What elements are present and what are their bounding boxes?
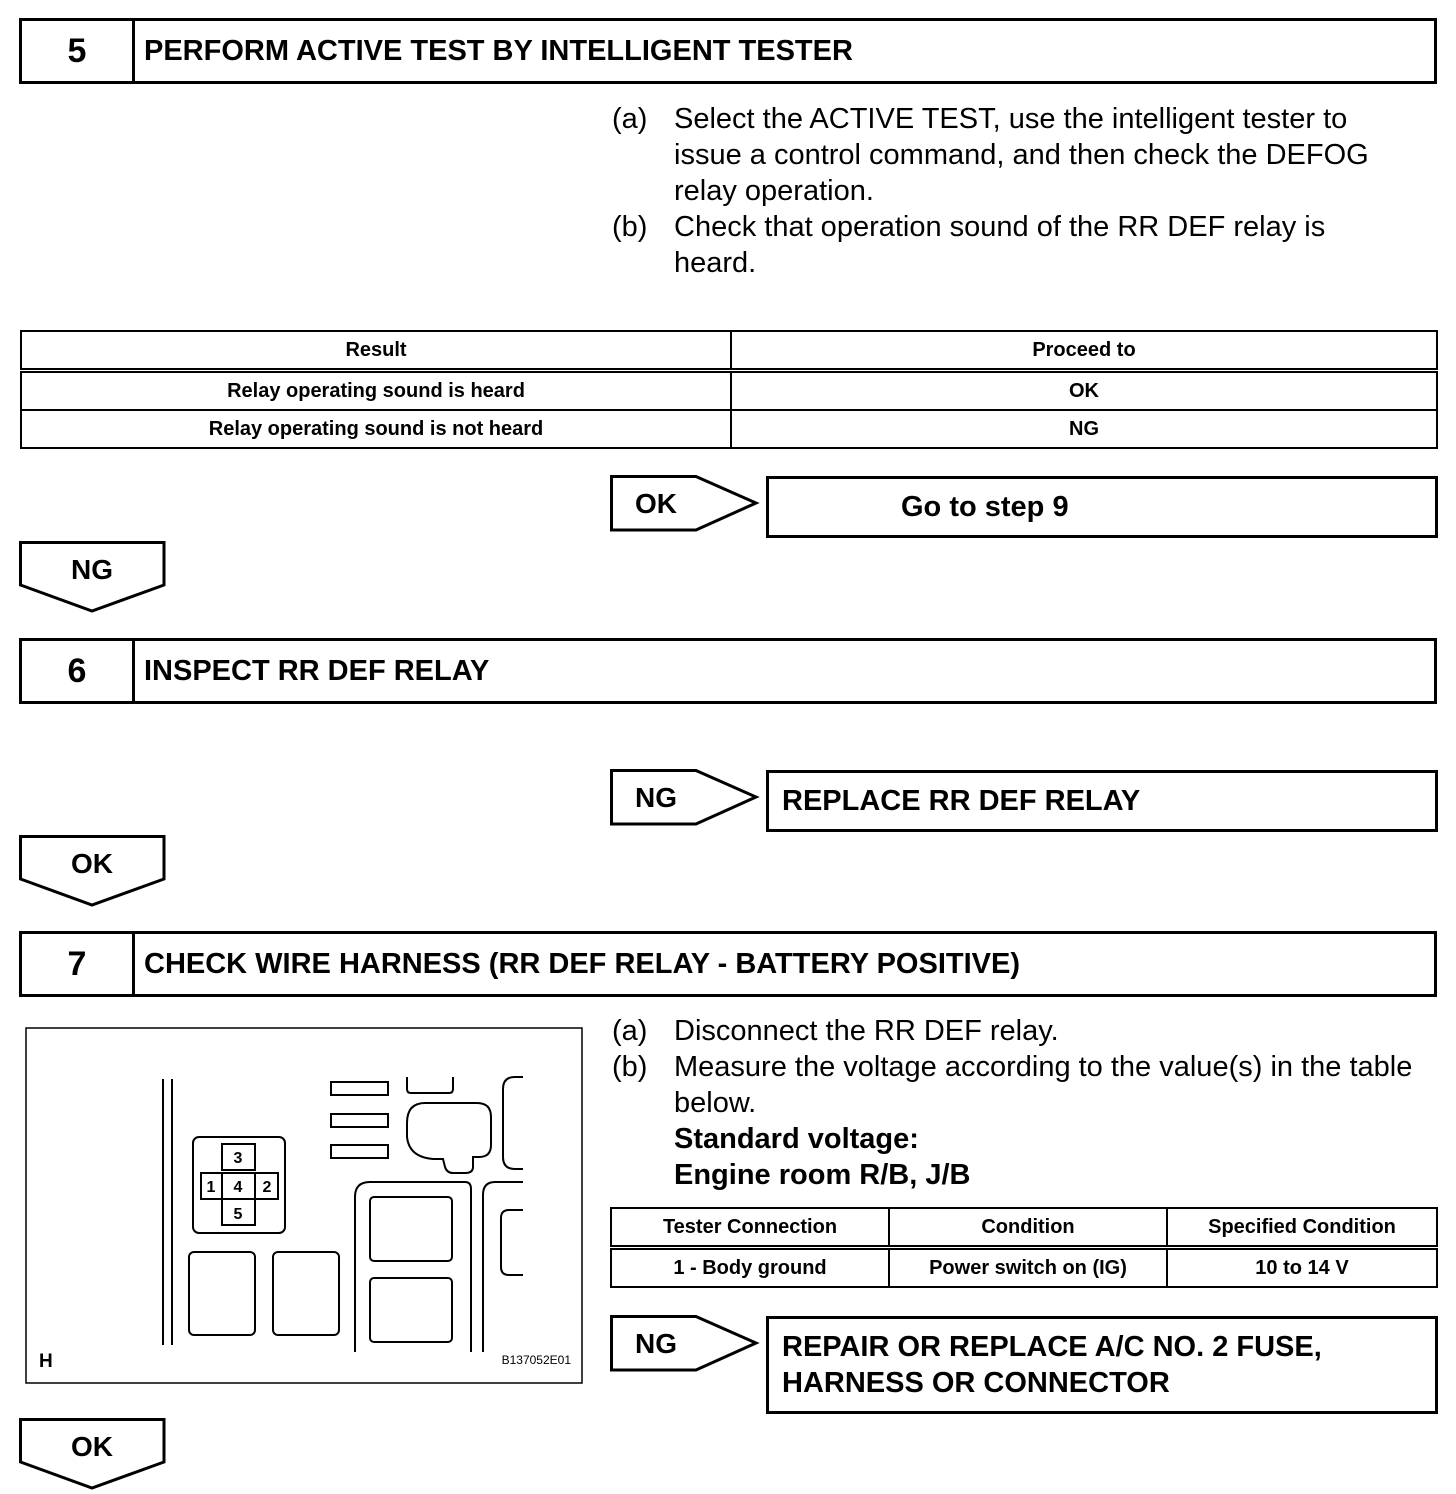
table-cell: Power switch on (IG) xyxy=(889,1248,1167,1288)
step-7-voltage-table xyxy=(610,1207,1438,1288)
step-7-instructions xyxy=(612,1013,1432,1193)
terminal-label: 3 xyxy=(233,1150,243,1167)
table-cell: 10 to 14 V xyxy=(1167,1248,1437,1288)
table-cell: NG xyxy=(731,410,1437,448)
item-label: (b) xyxy=(612,1051,648,1083)
item-label: (a) xyxy=(612,103,648,135)
arrow-label: NG xyxy=(635,782,677,813)
arrow-label: NG xyxy=(71,554,113,585)
table-header-cell: Condition xyxy=(889,1208,1167,1248)
table-header-cell: Result xyxy=(21,331,731,371)
table-header-row xyxy=(611,1208,1437,1248)
step-5-ng-down-arrow[interactable] xyxy=(19,541,166,614)
step-6-ng-arrow[interactable] xyxy=(610,769,760,827)
step-6-header xyxy=(19,638,1437,704)
step-6-ng-result xyxy=(766,770,1438,832)
step-7-ok-down-arrow[interactable] xyxy=(19,1418,166,1491)
terminal-label: 4 xyxy=(233,1179,243,1196)
table-row xyxy=(21,410,1437,448)
figure-corner-label: H xyxy=(39,1351,53,1372)
table-header-row xyxy=(21,331,1437,371)
table-header-cell: Proceed to xyxy=(731,331,1437,371)
item-label: (b) xyxy=(612,211,648,243)
step-5-result-table xyxy=(20,330,1438,449)
right-arrow-icon xyxy=(612,477,757,531)
table-header-cell: Specified Condition xyxy=(1167,1208,1437,1248)
arrow-label: OK xyxy=(635,488,677,519)
step-5-title: PERFORM ACTIVE TEST BY INTELLIGENT TESTER xyxy=(144,34,853,67)
step-7-ng-result xyxy=(766,1316,1438,1414)
step-7-title: CHECK WIRE HARNESS (RR DEF RELAY - BATTERY POSITIVE) xyxy=(144,947,1020,980)
step-6-ok-down-arrow[interactable] xyxy=(19,835,166,908)
step-5-ok-arrow[interactable] xyxy=(610,475,760,533)
table-cell: Relay operating sound is heard xyxy=(21,371,731,411)
terminal-label: 1 xyxy=(206,1179,216,1196)
step-5-instructions xyxy=(612,101,1432,281)
table-cell: Relay operating sound is not heard xyxy=(21,410,731,448)
step-7-header xyxy=(19,931,1437,997)
standard-voltage-subtitle: Engine room R/B, J/B xyxy=(674,1159,971,1191)
right-arrow-icon xyxy=(612,1317,757,1371)
result-text-line2: HARNESS OR CONNECTOR xyxy=(782,1367,1170,1399)
step-5-header xyxy=(19,18,1437,84)
result-text: Go to step 9 xyxy=(901,491,1069,523)
step-7-number: 7 xyxy=(22,934,135,994)
step-5-ok-result xyxy=(766,476,1438,538)
table-header-cell: Tester Connection xyxy=(611,1208,889,1248)
step-6-number: 6 xyxy=(22,641,135,701)
terminal-label: 5 xyxy=(233,1206,243,1223)
item-text: Check that operation sound of the RR DEF relay is heard. xyxy=(674,211,1326,279)
table-cell: 1 - Body ground xyxy=(611,1248,889,1288)
item-label: (a) xyxy=(612,1015,648,1047)
standard-voltage-title: Standard voltage: xyxy=(674,1123,919,1155)
step-6-title: INSPECT RR DEF RELAY xyxy=(144,654,490,687)
step-5-number: 5 xyxy=(22,21,135,81)
arrow-label: NG xyxy=(635,1328,677,1359)
item-text: Disconnect the RR DEF relay. xyxy=(674,1015,1059,1047)
table-row xyxy=(21,371,1437,411)
item-text: Select the ACTIVE TEST, use the intelligent tester to issue a control command, and then check the DEFOG relay operation. xyxy=(674,103,1369,207)
result-text-line1: REPAIR OR REPLACE A/C NO. 2 FUSE, xyxy=(782,1331,1322,1363)
item-text: Measure the voltage according to the value(s) in the table below. xyxy=(674,1051,1413,1119)
step-7-ng-arrow[interactable] xyxy=(610,1315,760,1373)
table-row xyxy=(611,1248,1437,1288)
table-cell: OK xyxy=(731,371,1437,411)
arrow-label: OK xyxy=(71,848,113,879)
figure-id: B137052E01 xyxy=(501,1353,571,1367)
terminal-label: 2 xyxy=(262,1179,272,1196)
result-text: REPLACE RR DEF RELAY xyxy=(782,785,1141,817)
right-arrow-icon xyxy=(612,771,757,825)
arrow-label: OK xyxy=(71,1431,113,1462)
relay-location-figure xyxy=(25,1027,583,1385)
